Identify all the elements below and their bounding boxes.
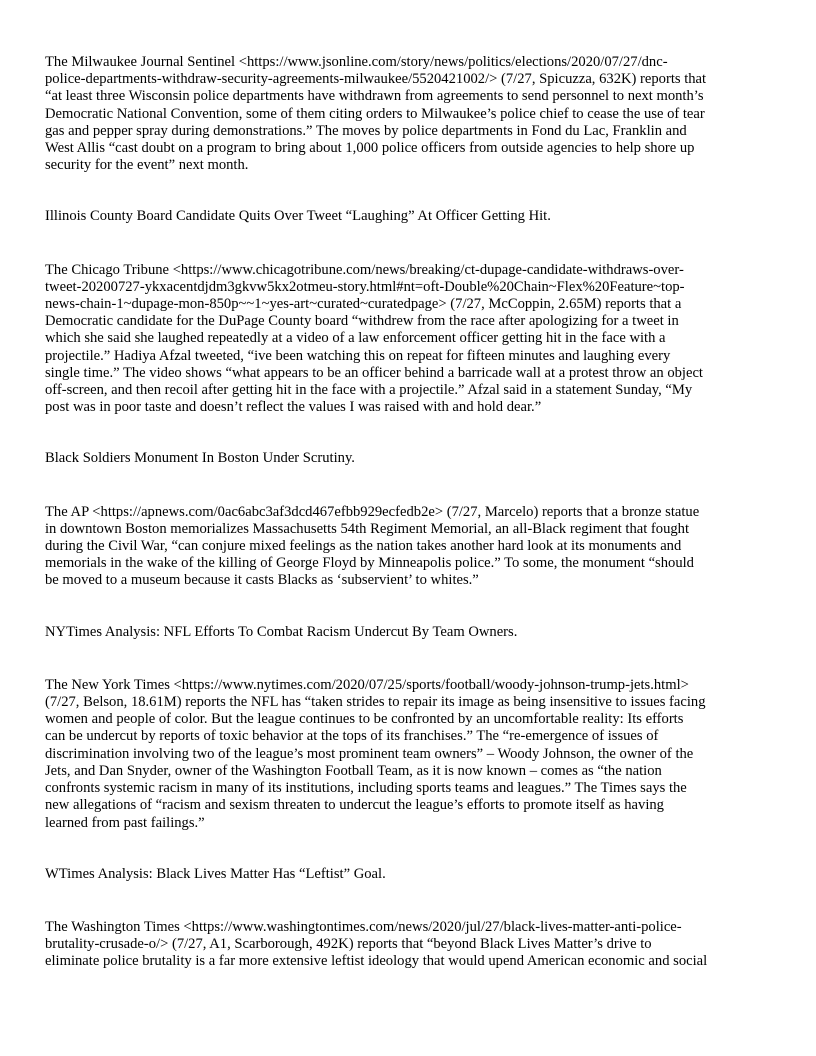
- story-paragraph-chicago: The Chicago Tribune <https://www.chicagotribune.com/news/breaking/ct-dupage-candidate-withdraws-over- tweet-20200727-ykxacentdjdm3gkvw5kx2otmeu-story.html#nt=oft-Double%20Chain~Flex%20Feature~top- news-chain-1~dupage-mon-850p~~1~yes-art~curated~curatedpage> (7/27, McCoppin, 2.65M) reports that a Democratic candidate for the DuPage County board “withdrew from the race after apologizing for a tweet in which she said she laughed repeatedly at a video of a law enforcement officer getting hit in the face with a projectile.” Hadiya Afzal tweeted, “ive been watching this on repeat for fifteen minutes and laughing every single time.” The video shows “what appears to be an officer behind a barricade wall at a protest throw an object off-screen, and then recoil after getting hit in the face with a projectile.” Afzal said in a statement Sunday, “My post was in poor taste and doesn’t reflect the values I was raised with and hold dear.”: [45, 261, 703, 416]
- headline-nfl-racism: NYTimes Analysis: NFL Efforts To Combat Racism Undercut By Team Owners.: [45, 623, 518, 640]
- headline-blm-goal: WTimes Analysis: Black Lives Matter Has “Leftist” Goal.: [45, 865, 386, 882]
- headline-illinois-candidate: Illinois County Board Candidate Quits Over Tweet “Laughing” At Officer Getting Hit.: [45, 208, 551, 225]
- document-page: [45, 54, 773, 971]
- story-paragraph-milwaukee: The Milwaukee Journal Sentinel <https://www.jsonline.com/story/news/politics/elections/2020/07/27/dnc- police-departments-withdraw-security-agreements-milwaukee/5520421002/> (7/27, Spicuzza, 632K) reports that “at least three Wisconsin police departments have withdrawn from agreements to send personnel to next month’s Democratic National Convention, some of them citing orders to Milwaukee’s police chief to cease the use of tear gas and pepper spray during demonstrations.” The moves by police departments in Fond du Lac, Franklin and West Allis “cast doubt on a program to bring about 1,000 police officers from outside agencies to help shore up security for the event” next month.: [45, 54, 707, 174]
- story-paragraph-nytimes: The New York Times <https://www.nytimes.com/2020/07/25/sports/football/woody-johnson-trump-jets.html> (7/27, Belson, 18.61M) reports the NFL has “taken strides to repair its image as being insensitive to issues facing women and people of color. But the league continues to be confronted by an uncomfortable reality: Its efforts can be undercut by reports of toxic behavior at the tops of its franchises.” The “re-emergence of issues of discrimination involving two of the league’s most prominent team owners” – Woody Johnson, the owner of the Jets, and Dan Snyder, owner of the Washington Football Team, as it is now known – comes as “the nation confronts systemic racism in many of its institutions, including sports teams and leagues.” The Times says the new allegations of “racism and sexism threaten to undercut the league’s efforts to promote itself as having learned from past failings.”: [45, 676, 706, 831]
- story-paragraph-washington-times: The Washington Times <https://www.washingtontimes.com/news/2020/jul/27/black-lives-matter-anti-police- brutality-crusade-o/> (7/27, A1, Scarborough, 492K) reports that “beyond Black Lives Matter’s drive to eliminate police brutality is a far more extensive leftist ideology that would upend American economic and social: [45, 918, 708, 970]
- headline-boston-monument: Black Soldiers Monument In Boston Under Scrutiny.: [45, 450, 355, 467]
- story-paragraph-ap: The AP <https://apnews.com/0ac6abc3af3dcd467efbb929ecfedb2e> (7/27, Marcelo) reports that a bronze statue in downtown Boston memorializes Massachusetts 54th Regiment Memorial, an all-Black regiment that fought during the Civil War, “can conjure mixed feelings as the nation takes another hard look at its monuments and memorials in the wake of the killing of George Floyd by Minneapolis police.” To some, the monument “should be moved to a museum because it casts Blacks as ‘subservient’ to whites.”: [45, 503, 700, 589]
